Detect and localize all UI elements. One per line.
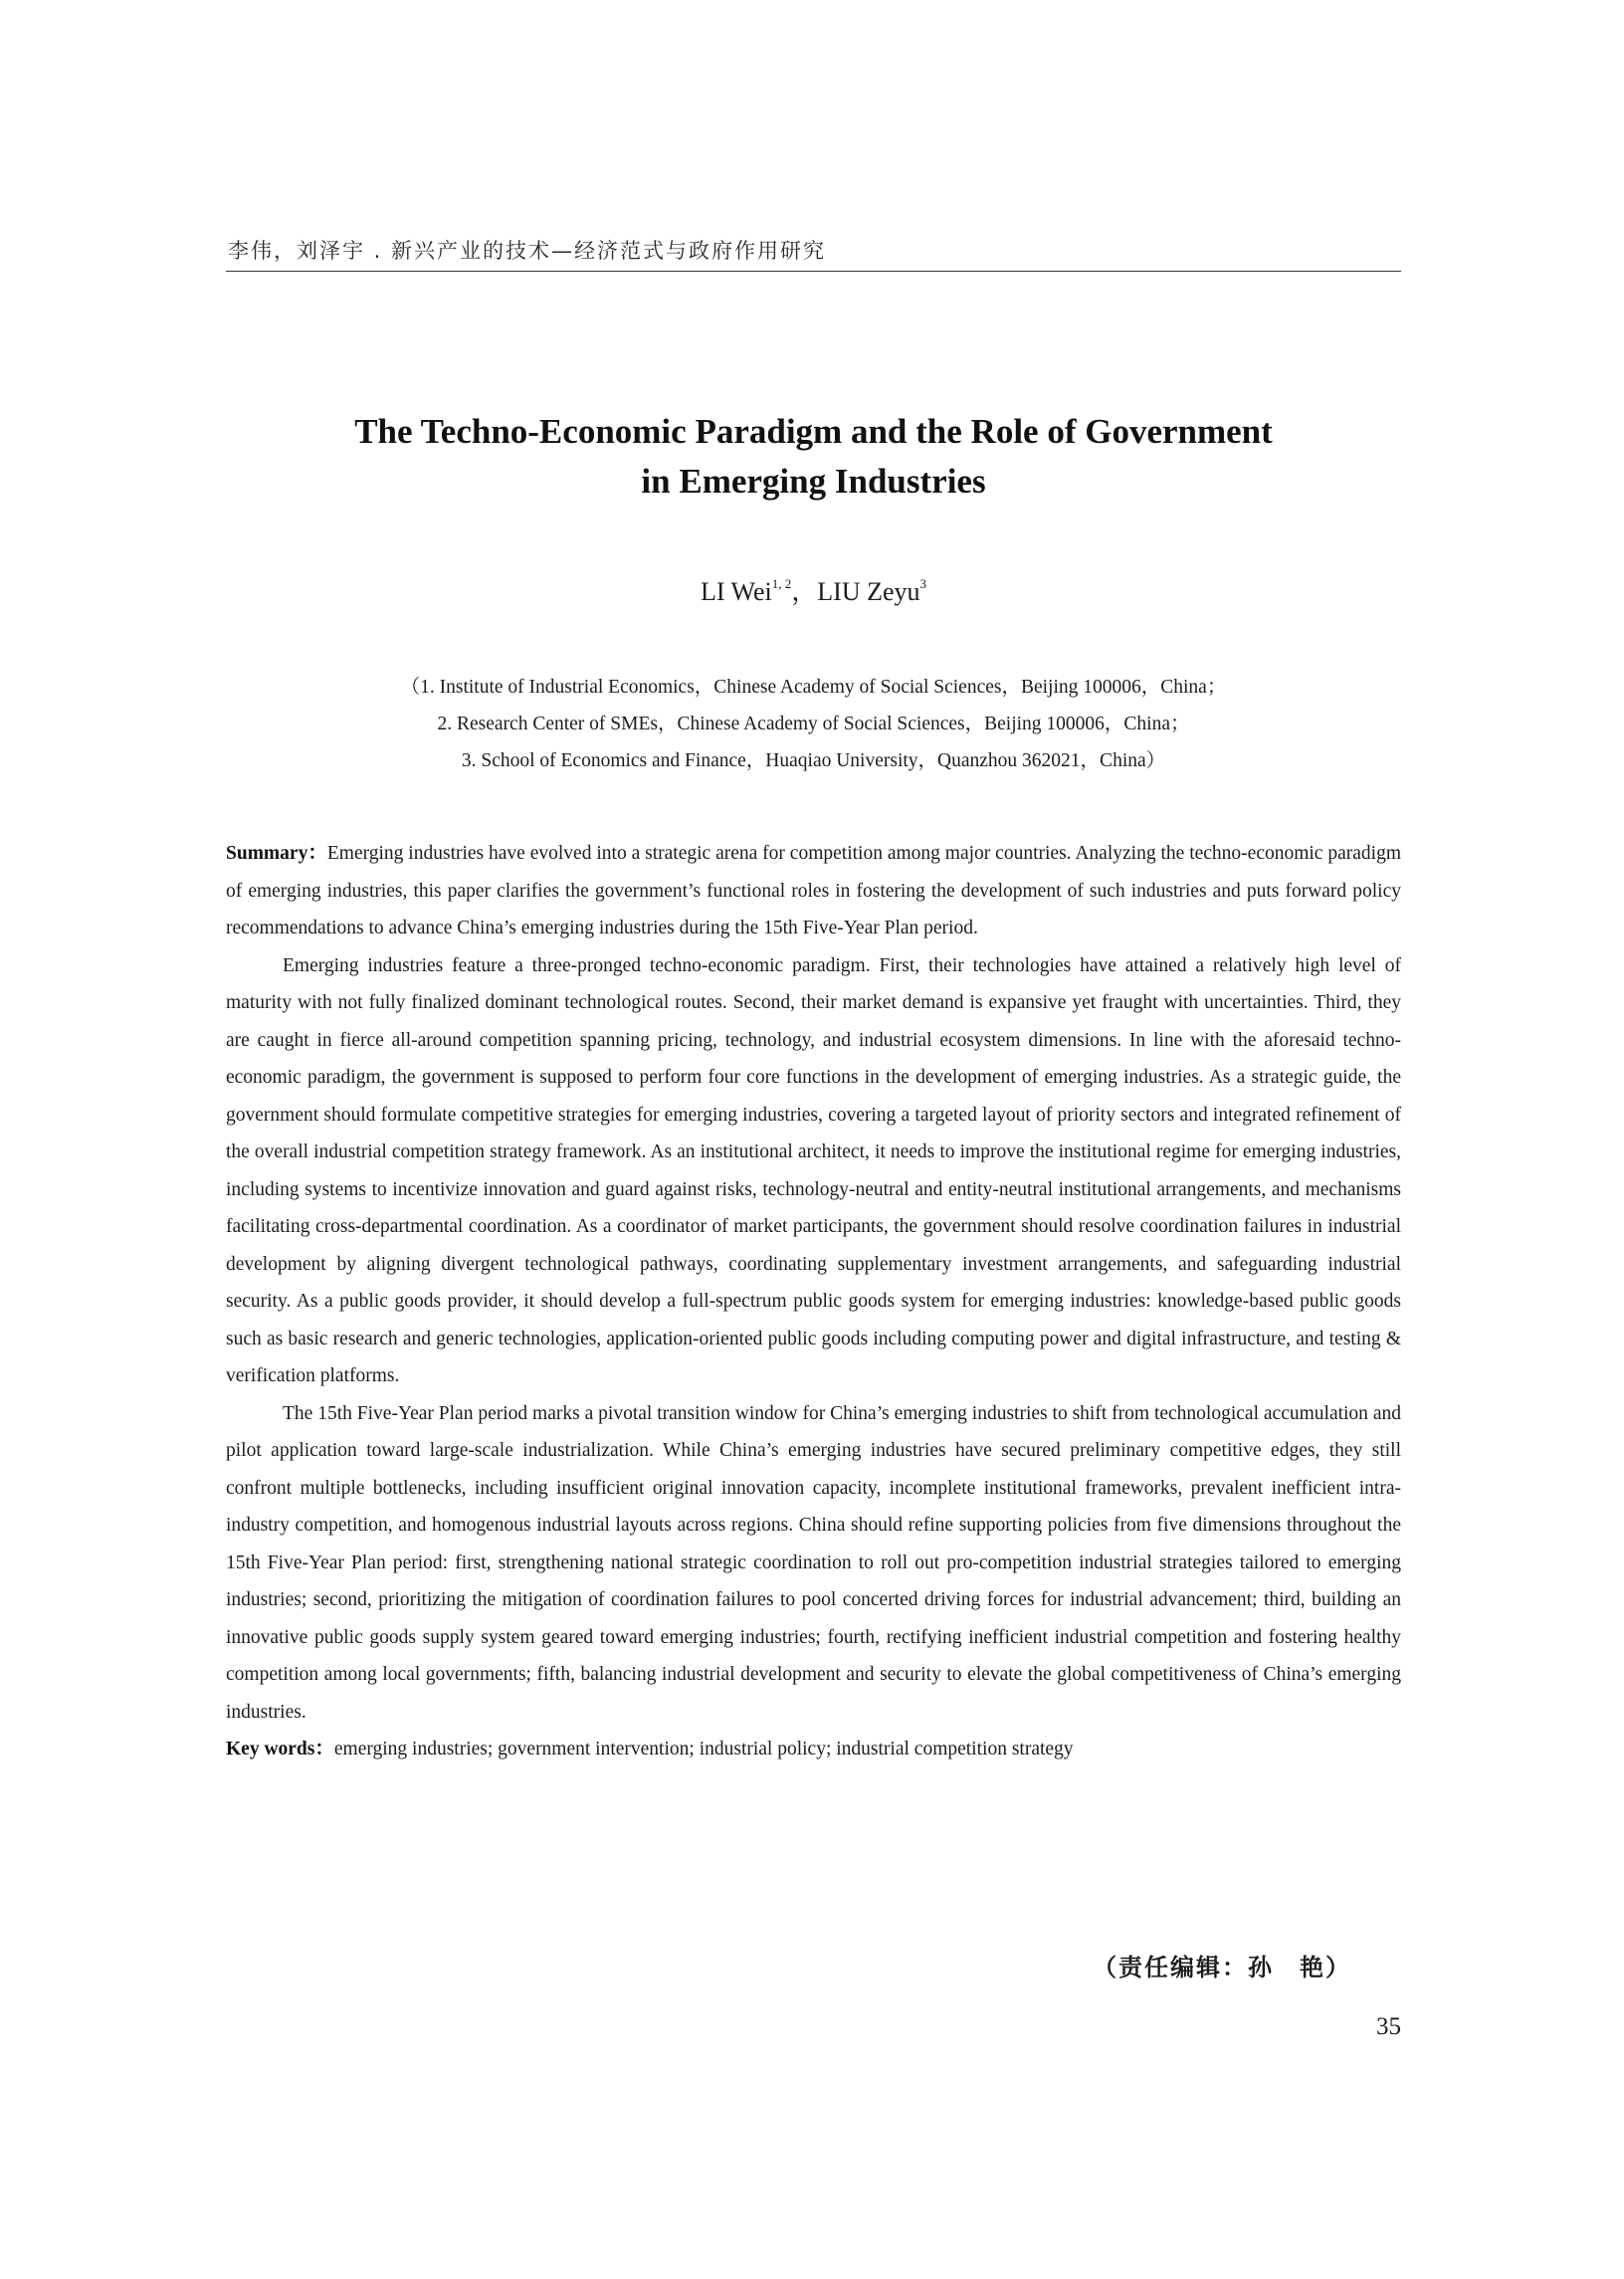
affiliation-line: （1. Institute of Industrial Economics，Chinese Academy of Social Sciences，Beijing 100006，China； xyxy=(400,677,1227,698)
summary-label: Summary： xyxy=(226,843,327,864)
header-divider xyxy=(226,271,1401,272)
affiliation-line: 2. Research Center of SMEs，Chinese Academy of Social Sciences，Beijing 100006，China； xyxy=(437,714,1190,734)
author-separator: ， xyxy=(791,577,818,606)
abstract-paragraph: Emerging industries feature a three-pronged techno-economic paradigm. First, their technologies have attained a relatively high level of maturity with not fully finalized dominant technological routes. Second, their market demand is expansive yet fraught with uncertainties. Third, they are caught in fierce all-around competition spanning pricing, technology, and industrial ecosystem dimensions. In line with the aforesaid techno-economic paradigm, the government is supposed to perform four core functions in the development of emerging industries. As a strategic guide, the government should formulate competitive strategies for emerging industries, covering a targeted layout of priority sectors and integrated refinement of the overall industrial competition strategy framework. As an institutional architect, it needs to improve the institutional regime for emerging industries, including systems to incentivize innovation and guard against risks, technology-neutral and entity-neutral institutional arrangements, and mechanisms facilitating cross-departmental coordination. As a coordinator of market participants, the government should resolve coordination failures in industrial development by aligning divergent technological pathways, coordinating supplementary investment arrangements, and safeguarding industrial security. As a public goods provider, it should develop a full-spectrum public goods system for emerging industries: knowledge-based public goods such as basic research and generic technologies, application-oriented public goods including computing power and digital infrastructure, and testing & verification platforms. xyxy=(226,954,1401,1386)
affiliation-list xyxy=(226,669,1401,779)
abstract-paragraph: The 15th Five-Year Plan period marks a pivotal transition window for China’s emerging industries to shift from technological accumulation and pilot application toward large-scale industrialization. While China’s emerging industries have secured preliminary competitive edges, they still confront multiple bottlenecks, including insufficient original innovation capacity, incomplete institutional frameworks, prevalent inefficient intra-industry competition, and homogenous industrial layouts across regions. China should refine supporting policies from five dimensions throughout the 15th Five-Year Plan period: first, strengthening national strategic coordination to roll out pro-competition industrial strategies tailored to emerging industries; second, prioritizing the mitigation of coordination failures to pool concerted driving forces for industrial advancement; third, building an innovative public goods supply system geared toward emerging industries; fourth, rectifying inefficient industrial competition and fostering healthy competition among local governments; fifth, balancing industrial development and security to elevate the global competitiveness of China’s emerging industries. xyxy=(226,1402,1401,1723)
article-title xyxy=(226,407,1401,507)
article-title-line-2: in Emerging Industries xyxy=(641,462,986,501)
author-affiliation-marker: 3 xyxy=(919,576,927,591)
author-name: LIU Zeyu xyxy=(817,577,920,606)
editor-note: （责任编辑：孙 艳） xyxy=(1093,1954,1351,1981)
keywords-paragraph xyxy=(226,1731,1401,1768)
running-head: 李伟，刘泽宇 . 新兴产业的技术—经济范式与政府作用研究 xyxy=(228,239,827,263)
affiliation-line: 3. School of Economics and Finance，Huaqiao University，Quanzhou 362021，China） xyxy=(461,750,1166,771)
author-list xyxy=(226,574,1401,610)
abstract xyxy=(226,835,1401,1768)
keywords-text: emerging industries; government intervention; industrial policy; industrial competition strategy xyxy=(333,1739,1074,1760)
summary-paragraph xyxy=(226,835,1401,947)
article-title-line-1: The Techno-Economic Paradigm and the Role of Government xyxy=(354,412,1273,451)
summary-text: Emerging industries have evolved into a strategic arena for competition among major countries. Analyzing the techno-economic paradigm of emerging industries, this paper clarifies the government’s functional roles in fostering the development of such industries and puts forward policy recommendations to advance China’s emerging industries during the 15th Five-Year Plan period. xyxy=(226,843,1401,938)
page-number: 35 xyxy=(1376,2013,1401,2040)
author-affiliation-marker: 1, 2 xyxy=(771,576,792,591)
keywords-label: Key words： xyxy=(226,1739,334,1760)
author-name: LI Wei xyxy=(700,577,772,606)
